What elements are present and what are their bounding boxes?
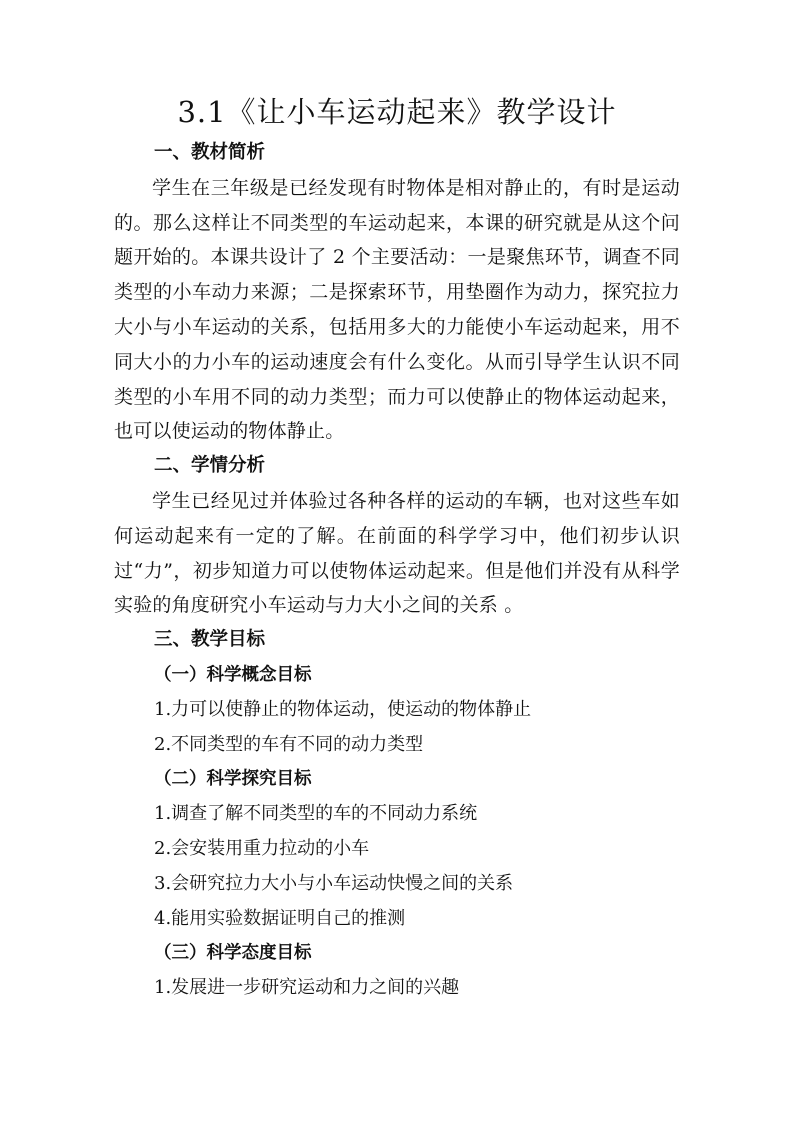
student-analysis-paragraph: 学生已经见过并体验过各种各样的运动的车辆，也对这些车如何运动起来有一定的了解。在前面的科学学习中，他们初步认识过“力”，初步知道力可以使物体运动起来。但是他们并没有从科学实验的角度研究小车运动与力大小之间的关系 。 <box>114 489 680 617</box>
inquiry-goal-item: 3.会研究拉力大小与小车运动快慢之间的关系 <box>154 872 514 894</box>
subheading-inquiry-goals: （二）科学探究目标 <box>154 769 312 790</box>
inquiry-goal-item: 1.调查了解不同类型的车的不同动力系统 <box>154 803 478 825</box>
concept-goal-item: 2.不同类型的车有不同的动力类型 <box>154 733 424 755</box>
inquiry-goal-item: 4.能用实验数据证明自己的推测 <box>154 907 406 929</box>
section-heading-student-analysis: 二、学情分析 <box>154 455 266 477</box>
attitude-goal-item: 1.发展进一步研究运动和力之间的兴趣 <box>154 977 460 999</box>
section-heading-textbook-analysis: 一、教材简析 <box>154 142 266 163</box>
inquiry-goal-item: 2.会安装用重力拉动的小车 <box>154 837 370 859</box>
subheading-concept-goals: （一）科学概念目标 <box>154 664 312 685</box>
concept-goal-item: 1.力可以使静止的物体运动，使运动的物体静止 <box>154 698 532 720</box>
section-heading-teaching-goals: 三、教学目标 <box>154 629 266 651</box>
textbook-analysis-paragraph: 学生在三年级是已经发现有时物体是相对静止的，有时是运动的。那么这样让不同类型的车运动起来，本课的研究就是从这个问题开始的。本课共设计了 2 个主要活动：一是聚焦环节，调查不同类型的小车动力来源；二是探索环节，用垫圈作为动力，探究拉力大小与小车运动的关系，包括用多大的力能使小车运动起来，用不同大小的力小车的运动速度会有什么变化。从而引导学生认识不同类型的小车用不同的动力类型；而力可以使静止的物体运动起来，也可以使运动的物体静止。 <box>114 176 680 443</box>
subheading-attitude-goals: （三）科学态度目标 <box>154 943 312 964</box>
document-title: 3.1《让小车运动起来》教学设计 <box>177 95 617 129</box>
document-body <box>114 136 680 1006</box>
